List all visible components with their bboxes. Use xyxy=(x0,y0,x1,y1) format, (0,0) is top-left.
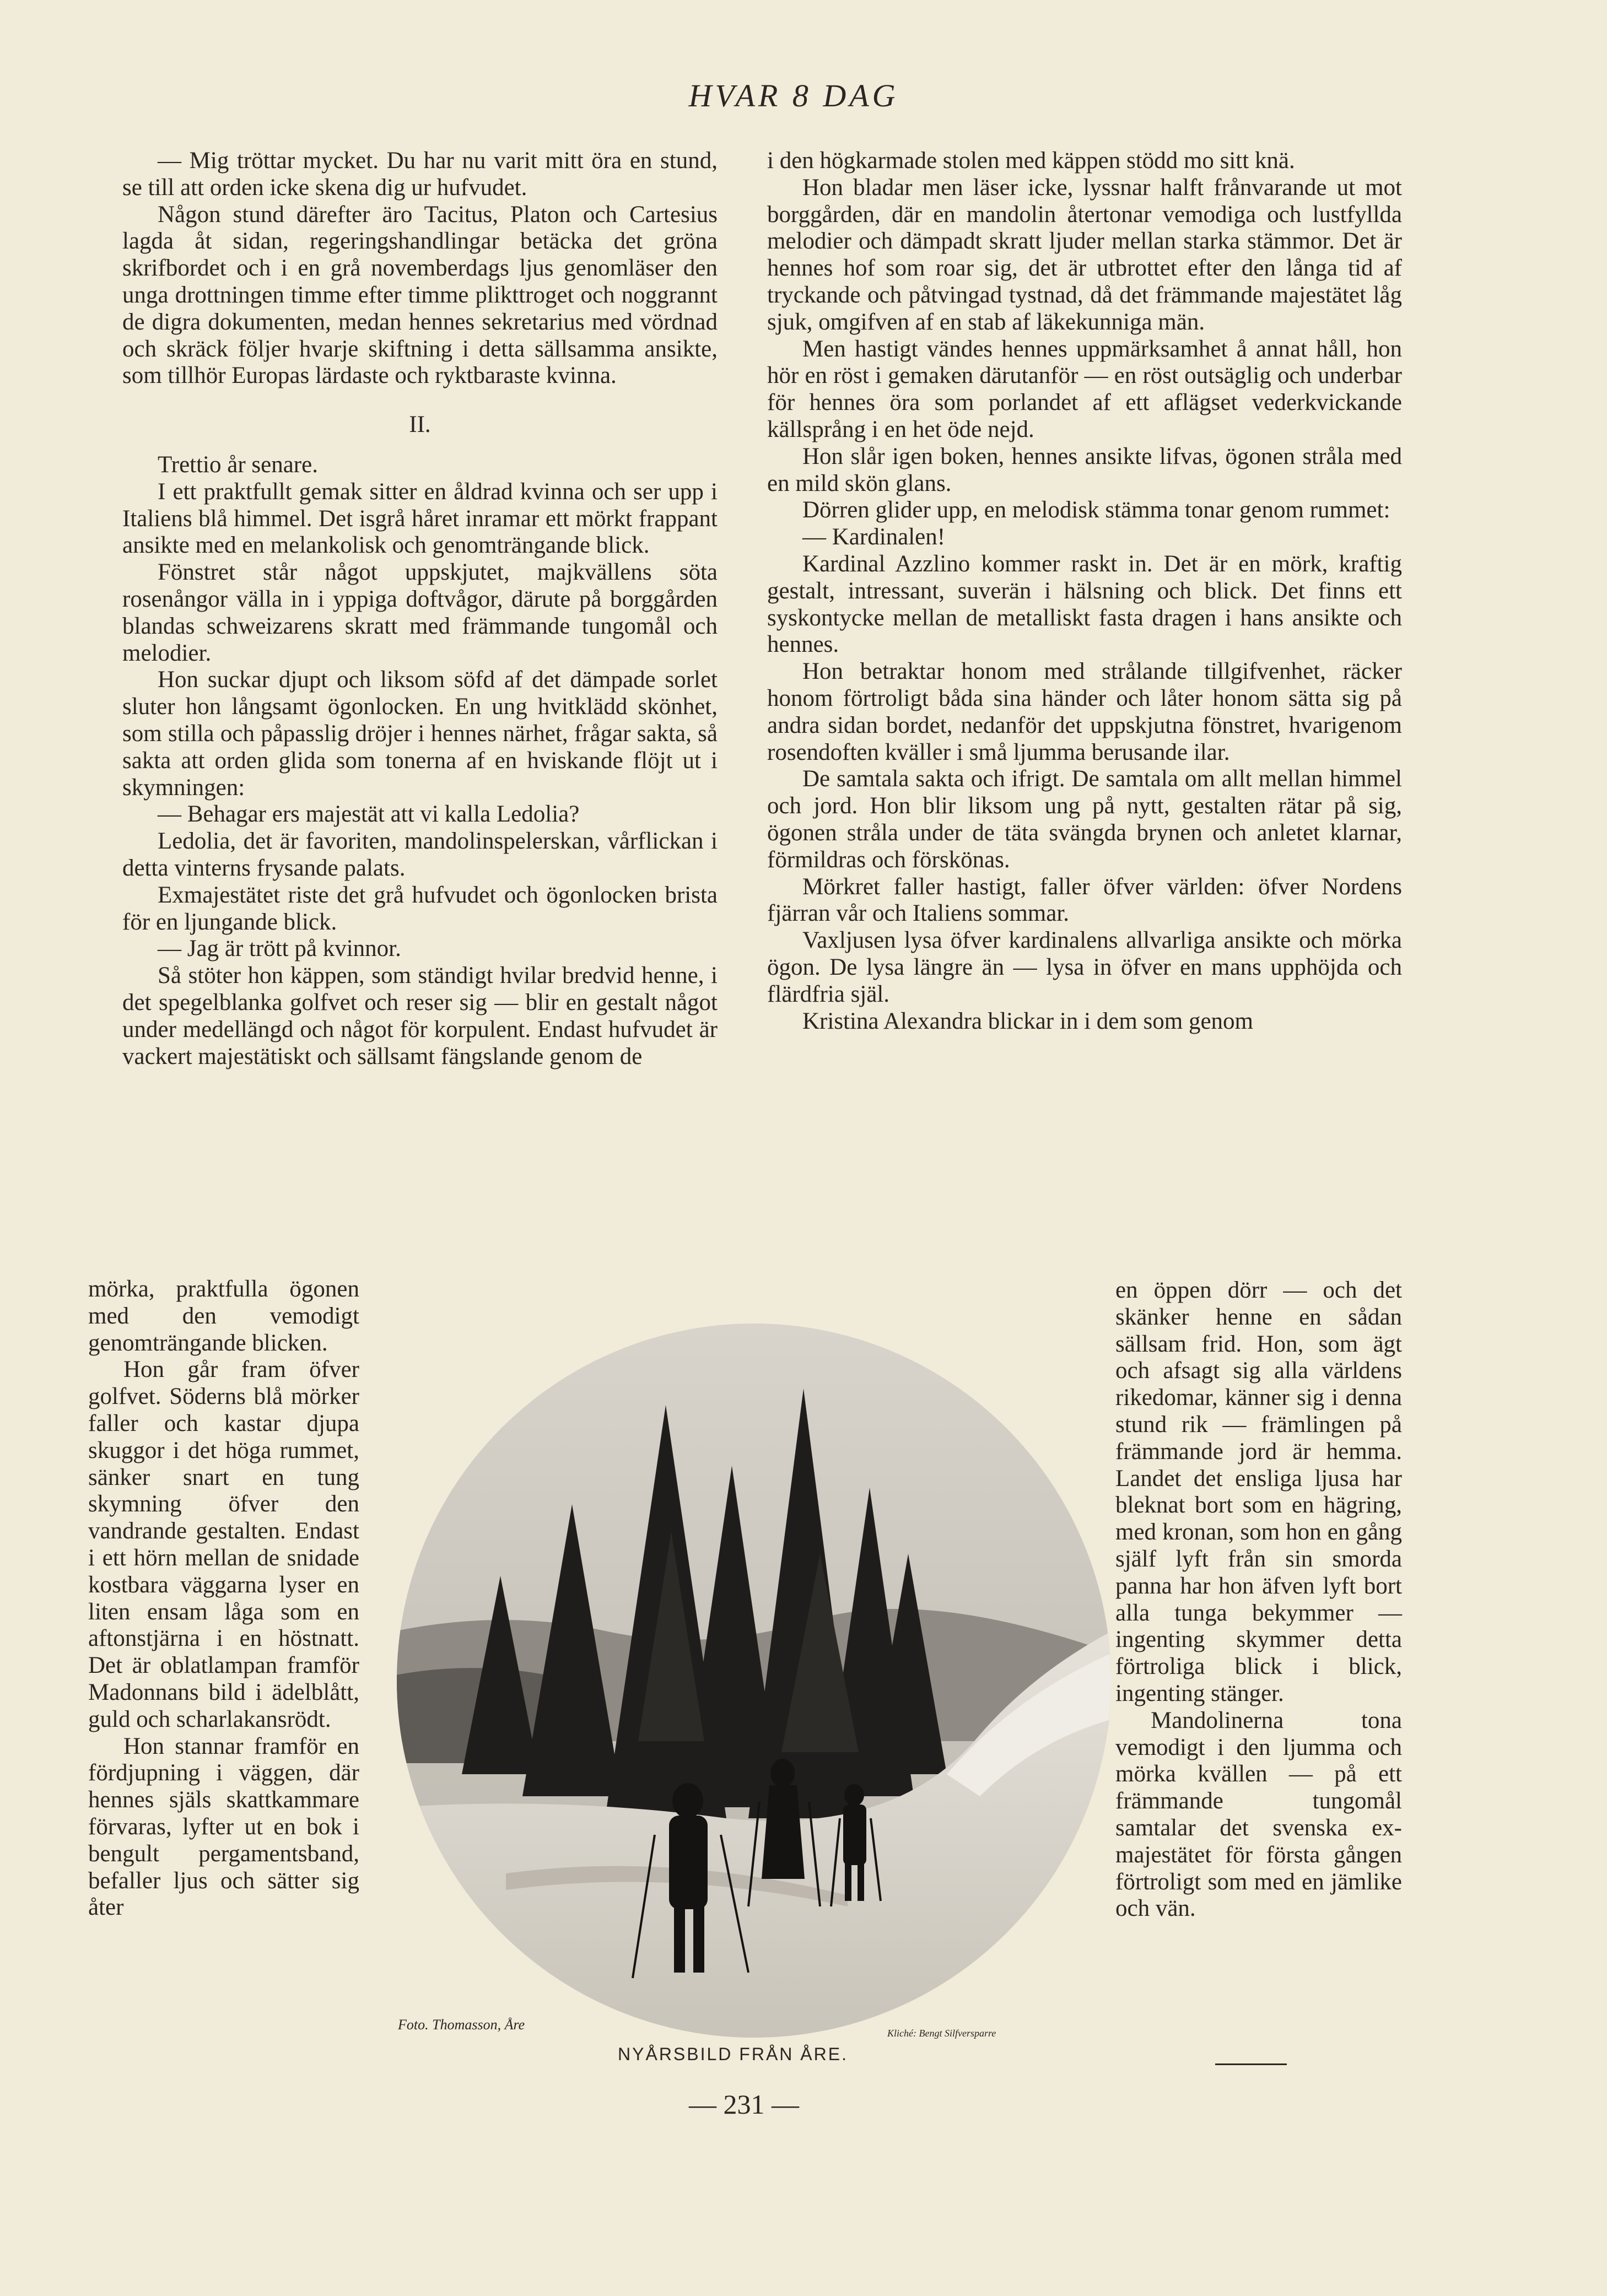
right-narrow-column xyxy=(1115,1277,1402,1922)
paragraph: De samtala sakta och ifrigt. De samtala om allt mellan himmel och jord. Hon blir liksom ung på nytt, gestalten rätar på sig, ögonen stråla under de täta svängda brynen och anletet klarnar, förmildras och förskönas. xyxy=(767,766,1402,873)
photo-credit: Foto. Thomasson, Åre xyxy=(398,2017,525,2033)
page-number: — 231 — xyxy=(689,2089,799,2120)
paragraph: Hon bladar men läser icke, lyssnar halft frånvarande ut mot borggården, där en mandolin återtonar vemodiga och lustfyllda melodier och dämpadt skratt ljuder mellan starka stämmor. Det är hennes hof som roar sig, det är utbrottet efter den långa tid af tryckande och påtvingad tystnad, då det främmande majestätet låg sjuk, omgifven af en stab af läkekunniga män. xyxy=(767,174,1402,335)
paragraph: Fönstret står något uppskjutet, majkvällens söta rosenångor välla in i yppiga doftvågor, därute på borggården blandas schweizarens skratt med främmande tungomål och melodier. xyxy=(122,559,718,666)
section-subheading: Trettio år senare. xyxy=(158,451,318,478)
paragraph: Hon betraktar honom med strålande tillgifvenhet, räcker honom förtroligt båda sina händer och låter honom sätta sig på andra sidan bordet, nedanför det uppskjutna fönstret, hvarigenom rosendoften kväller i små ljumma berusande ilar. xyxy=(767,658,1402,765)
paragraph: Dörren glider upp, en melodisk stämma tonar genom rummet: xyxy=(802,497,1390,523)
paragraph: Hon stannar framför en fördjupning i väggen, där hennes själs skattkammare förvaras, lyfter ut en bok i bengult pergamentsband, befaller ljus och sätter sig åter xyxy=(88,1733,359,1921)
photo-caption: NYÅRSBILD FRÅN ÅRE. xyxy=(618,2044,848,2064)
engraver-credit: Kliché: Bengt Silfversparre xyxy=(887,2028,996,2039)
paragraph: — Jag är trött på kvinnor. xyxy=(158,936,401,962)
paragraph: Vaxljusen lysa öfver kardinalens allvarliga ansikte och mörka ögon. De lysa längre än — lysa in öfver en mans upphöjda och flärdfria själ. xyxy=(767,927,1402,1007)
paragraph: Mörkret faller hastigt, faller öfver världen: öfver Nordens fjärran vår och Italiens sommar. xyxy=(767,873,1402,927)
right-column xyxy=(767,148,1402,1035)
paragraph: Så stöter hon käppen, som ständigt hvilar bredvid henne, i det spegelblanka golfvet och reser sig — blir en gestalt något under medellängd och något för korpulent. Endast hufvudet är vackert majestätiskt och sällsamt fängslande genom de xyxy=(122,963,718,1069)
paragraph: Men hastigt vändes hennes uppmärksamhet å annat håll, hon hör en röst i gemaken därutanför — en röst outsäglig och underbar för hennes öra som porlandet af ett aflägset vederkvickande källsprång i en het öde nejd. xyxy=(767,336,1402,442)
paragraph: en öppen dörr — och det skänker henne en sådan sällsam frid. Hon, som ägt och afsagt sig alla världens rikedomar, känner sig i denna stund rik — främlingen på främmande jord är hemma. Landet det ensliga ljusa har bleknat bort som en hägring, med kronan, som hon en gång själf lyft från sin smorda panna har hon äfven lyft bort alla tunga bekymmer — ingenting skymmer detta förtroliga blick i blick, ingenting stänger. xyxy=(1115,1277,1402,1706)
paragraph: mörka, praktfulla ögonen med den vemodigt genomträngande blicken. xyxy=(88,1276,359,1356)
section-heading: II. xyxy=(409,412,431,438)
paragraph: — Mig tröttar mycket. Du har nu varit mitt öra en stund, se till att orden icke skena dig ur hufvudet. xyxy=(122,148,718,201)
left-column xyxy=(122,148,718,1070)
paragraph: Exmajestätet riste det grå hufvudet och ögonlocken brista för en ljungande blick. xyxy=(122,882,718,935)
end-rule-divider xyxy=(1215,2063,1287,2065)
paragraph: Hon går fram öfver golfvet. Söderns blå mörker faller och kastar djupa skuggor i det höga rummet, sänker snart en tung skymning öfver den vandrande gestalten. Endast i ett hörn mellan de snidade kostbara väggarna lyser en liten ensam låga som en aftonstjärna i en höstnatt. Det är oblatlampan framför Madonnans bild i ädelblått, guld och scharlakansrödt. xyxy=(88,1357,359,1732)
paragraph: i den högkarmade stolen med käppen stödd mo sitt knä. xyxy=(767,148,1295,174)
photo-illustration xyxy=(396,1322,1112,2039)
paragraph: Ledolia, det är favoriten, mandolinspelerskan, vårflickan i detta vinterns frysande palats. xyxy=(122,828,718,881)
paragraph: — Kardinalen! xyxy=(802,524,946,550)
paragraph: Kardinal Azzlino kommer raskt in. Det är en mörk, kraftig gestalt, intressant, suverän i hälsning och blick. Det finns ett syskontycke mellan de metalliskt fasta dragen i hans ansikte och hennes. xyxy=(767,550,1402,658)
page-header-title: HVAR 8 DAG xyxy=(688,78,899,114)
left-narrow-column xyxy=(88,1276,359,1921)
paragraph: Någon stund därefter äro Tacitus, Platon och Cartesius lagda åt sidan, regeringshandlingar betäcka det gröna skrifbordet och i en grå novemberdags ljus genomläser den unga drottningen timme efter timme plikttroget och noggrannt de digra dokumenten, medan hennes sekretarius med vördnad och skräck följer hvarje skiftning i detta sällsamma ansikte, som tillhör Europas lärdaste och ryktbaraste kvinna. xyxy=(122,201,718,389)
paragraph: I ett praktfullt gemak sitter en åldrad kvinna och ser upp i Italiens blå himmel. Det isgrå håret inramar ett mörkt frappant ansikte med en melankolisk och genomträngande blick. xyxy=(122,478,718,559)
paragraph: Hon slår igen boken, hennes ansikte lifvas, ögonen stråla med en mild skön glans. xyxy=(767,443,1402,496)
paragraph: Mandolinerna tona vemodigt i den ljumma och mörka kvällen — på ett främmande tungomål samtalar det svenska ex-majestätet för första gången förtroligt som med en jämlike och vän. xyxy=(1115,1707,1402,1922)
paragraph: — Behagar ers majestät att vi kalla Ledolia? xyxy=(158,801,580,828)
paragraph: Kristina Alexandra blickar in i dem som genom xyxy=(802,1008,1254,1034)
winter-forest-photo xyxy=(396,1322,1112,2039)
paragraph: Hon suckar djupt och liksom söfd af det dämpade sorlet sluter hon långsamt ögonlocken. En ung hvitklädd skönhet, som stilla och påpasslig dröjer i hennes närhet, frågar sakta, så sakta att orden glida som tonerna af en hviskande flöjt ut i skymningen: xyxy=(122,667,718,801)
